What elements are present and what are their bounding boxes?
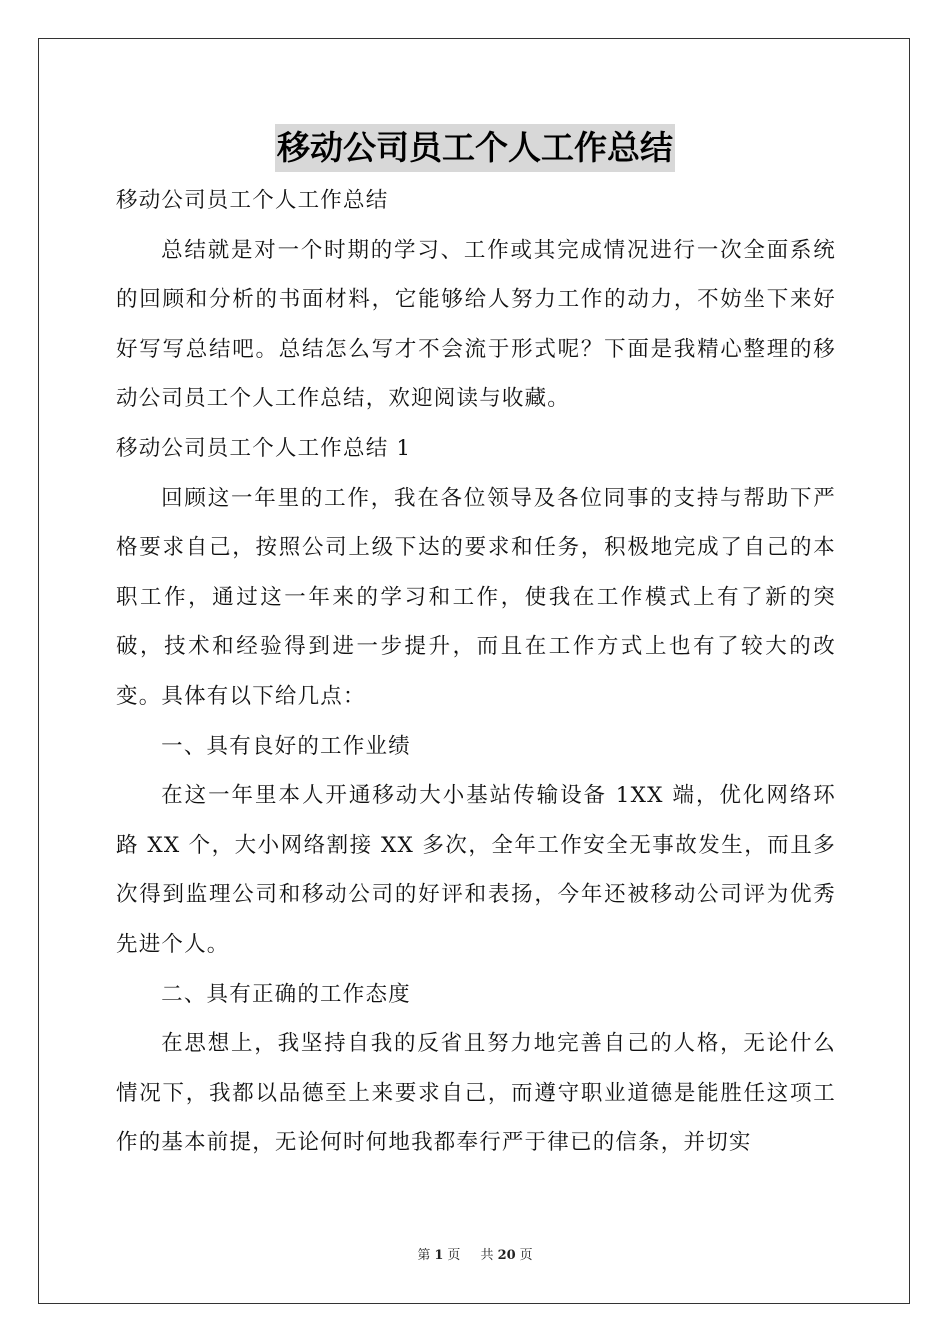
subsection-heading: 一、具有良好的工作业绩 <box>161 733 411 759</box>
page-label-prefix: 第 <box>417 1248 431 1263</box>
document-body <box>116 176 836 1168</box>
paragraph: 在思想上，我坚持自我的反省且努力地完善自己的人格，无论什么情况下，我都以品德至上来要求自己，而遵守职业道德是能胜任这项工作的基本前提，无论何时何地我都奉行严于律已的信条，并切实 <box>116 1031 836 1156</box>
document-title: 移动公司员工个人工作总结 <box>275 124 675 172</box>
paragraph: 在这一年里本人开通移动大小基站传输设备 1XX 端，优化网络环路 XX 个，大小网络割接 XX 多次，全年工作安全无事故发生，而且多次得到监理公司和移动公司的好评和表扬，今年还被移动公司评为优秀先进个人。 <box>116 783 836 957</box>
paragraph: 移动公司员工个人工作总结 <box>116 188 389 213</box>
total-label-suffix: 页 <box>519 1248 533 1263</box>
title-container <box>0 124 950 172</box>
total-label-prefix: 共 <box>480 1248 494 1263</box>
section-heading: 移动公司员工个人工作总结 1 <box>116 435 412 461</box>
total-pages: 20 <box>497 1248 516 1263</box>
subsection-heading: 二、具有正确的工作态度 <box>161 981 411 1007</box>
page-indicator <box>413 1248 464 1263</box>
page-number: 1 <box>434 1248 444 1263</box>
page-footer <box>0 1244 950 1263</box>
total-indicator <box>477 1248 537 1263</box>
paragraph: 总结就是对一个时期的学习、工作或其完成情况进行一次全面系统的回顾和分析的书面材料，它能够给人努力工作的动力，不妨坐下来好好写写总结吧。总结怎么写才不会流于形式呢？下面是我精心整理的移动公司员工个人工作总结，欢迎阅读与收藏。 <box>116 237 836 412</box>
page-label-suffix: 页 <box>447 1248 461 1263</box>
paragraph: 回顾这一年里的工作，我在各位领导及各位同事的支持与帮助下严格要求自己，按照公司上级下达的要求和任务，积极地完成了自己的本职工作，通过这一年来的学习和工作，使我在工作模式上有了新的突破，技术和经验得到进一步提升，而且在工作方式上也有了较大的改变。具体有以下给几点： <box>116 485 836 709</box>
